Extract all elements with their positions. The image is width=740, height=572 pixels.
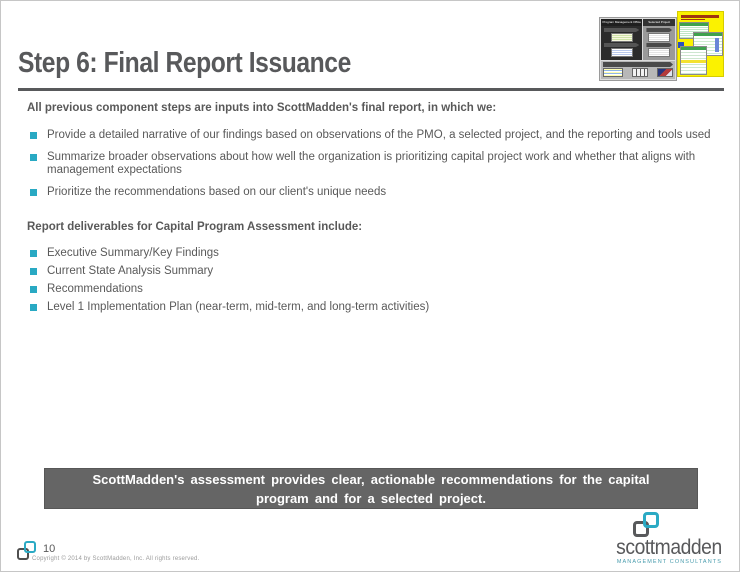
page-title: Step 6: Final Report Issuance [18,47,351,79]
diagram-right-panel-title: Selected Project [643,19,675,26]
page-number: 10 [43,543,56,555]
list-item [27,283,721,297]
logo-teal-square-icon [24,541,36,553]
deliverables-heading: Report deliverables for Capital Program Assessment include: [27,221,363,233]
step-chevron [646,28,672,32]
diagram-bottom-strip [601,61,675,79]
square-bullet-icon [30,268,37,275]
list-item-text: Summarize broader observations about how well the organization is prioritizing capital project work and whether that aligns with management expectations [47,150,696,176]
square-bullet-icon [30,304,37,311]
takeaway-line: program and for a selected project. [256,491,486,506]
diagram-left-panel-title: Program Management Office [602,20,641,24]
copyright-notice: Copyright © 2014 by ScottMadden, Inc. All rights reserved. [32,556,200,562]
diagram-columns [601,26,675,60]
list-item-text: Level 1 Implementation Plan (near-term, mid-term, and long-term activities) [47,301,430,313]
mini-screenshot [648,48,670,57]
list-item [27,151,721,178]
list-item-text: Current State Analysis Summary [47,265,214,277]
step-arrow-banner [603,62,673,67]
square-bullet-icon [30,189,37,196]
list-item-text: Provide a detailed narrative of our findings based on observations of the PMO, a selected project, and the reporting and tools used [47,129,711,141]
mini-screenshot [611,33,633,42]
list-item-text: Executive Summary/Key Findings [47,247,219,259]
list-item [27,129,721,143]
step-chevron [646,43,672,47]
mini-screenshot [632,68,648,77]
list-item [27,301,721,315]
mini-document [680,46,707,75]
report-bullet-list [27,129,721,207]
mini-chart-bar [715,38,719,52]
scottmadden-wordmark: scottmadden [616,536,722,559]
takeaway-line: ScottMadden's assessment provides clear, actionable recommendations for the capital [92,472,650,487]
list-item-text: Recommendations [47,283,143,295]
list-item-text: Prioritize the recommendations based on our client's unique needs [47,185,387,198]
list-item [27,186,721,200]
diagram-header [601,19,675,26]
mini-highlight-row [681,60,706,63]
process-diagram-thumbnail [599,17,677,81]
mini-document-rows [681,50,706,74]
thumbnail-title-underline [681,19,705,20]
scottmadden-tagline: MANAGEMENT CONSULTANTS [616,559,722,565]
list-item [27,265,721,279]
intro-statement: All previous component steps are inputs into ScottMadden's final report, in which we: [27,102,497,114]
mini-screenshot [611,48,633,57]
thumbnail-title-bar [681,15,719,18]
mini-screenshot [603,68,623,77]
square-bullet-icon [30,154,37,161]
square-bullet-icon [30,132,37,139]
mini-screenshot [648,33,670,42]
mini-screenshot [657,68,673,77]
logo-teal-square-icon [643,512,659,528]
title-divider [18,88,724,91]
step-chevron [604,28,639,32]
diagram-project-column [643,26,675,60]
mini-screenshot-row [603,68,673,77]
current-slide-thumbnail [677,11,724,77]
square-bullet-icon [30,286,37,293]
takeaway-banner [44,468,698,509]
list-item [27,247,721,261]
deliverables-bullet-list [27,247,721,319]
step-chevron [604,43,639,47]
diagram-pmo-column [601,26,642,60]
square-bullet-icon [30,250,37,257]
